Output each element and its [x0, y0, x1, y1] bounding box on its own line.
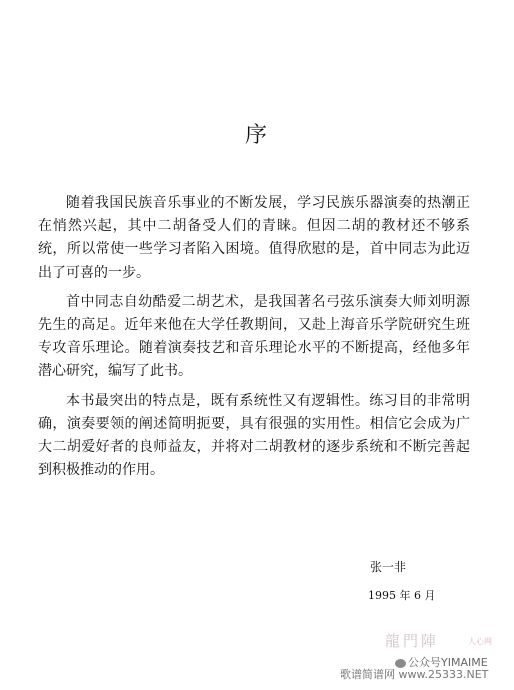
author-signature: 张一非: [370, 560, 407, 574]
watermark-logo: 龍門陣: [385, 632, 440, 650]
watermark-logo-small: 人心网: [468, 637, 492, 646]
paragraph-3: 本书最突出的特点是，既有系统性又有逻辑性。练习目的非常明确，演奏要领的阐述简明扼要，具有很强的实用性。相信它会成为广大二胡爱好者的良师益友，并将对二胡教材的逐步系统和不断完善起到积极推动的作用。: [38, 392, 470, 479]
paragraph-1: 随着我国民族音乐事业的不断发展，学习民族乐器演奏的热潮正在悄然兴起，其中二胡备受人们的青睐。但因二胡的教材还不够系统，所以常使一些学习者陷入困境。值得欣慰的是，首中同志为此迈出了可喜的一步。: [38, 195, 470, 281]
paragraph-2: 首中同志自幼酷爱二胡艺术，是我国著名弓弦乐演奏大师刘明源先生的高足。近年来他在大学任教期间，又赴上海音乐学院研究生班专攻音乐理论。随着演奏技艺和音乐理论水平的不断提高，经他多年潜心研究，编写了此书。: [38, 293, 470, 380]
footer-label: 歌谱简谱网: [340, 668, 395, 681]
footer-watermark: [340, 666, 488, 682]
preface-body: [38, 192, 470, 488]
signature-date: 1995 年 6 月: [368, 589, 436, 602]
wechat-text: 公众号YIMAIME: [408, 656, 488, 669]
page-title: 序: [244, 123, 269, 148]
footer-site: www.25333.NET: [398, 668, 489, 681]
